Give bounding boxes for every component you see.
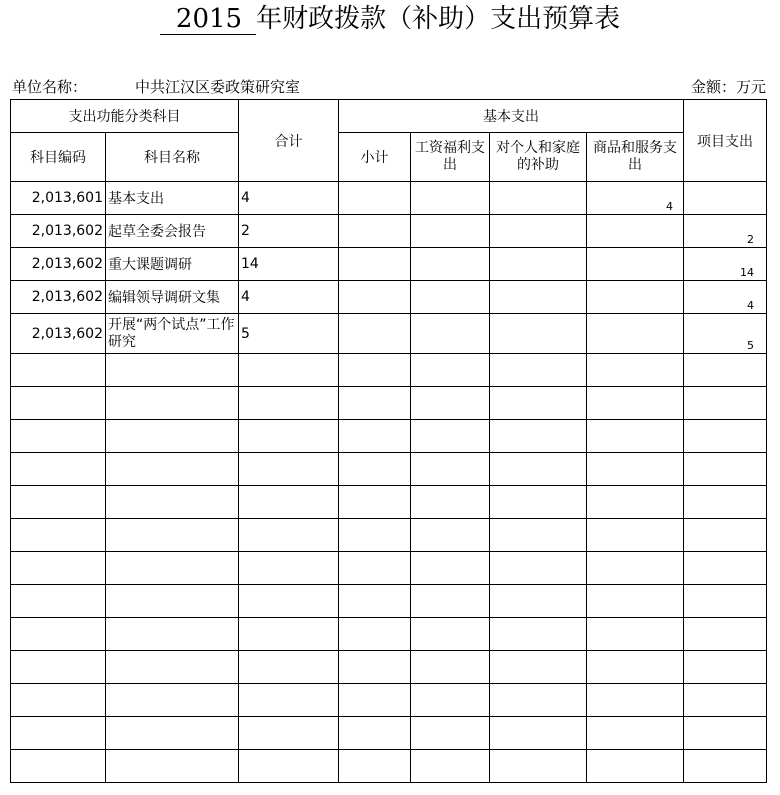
empty-cell <box>411 684 490 717</box>
empty-cell <box>587 552 684 585</box>
empty-cell <box>239 684 339 717</box>
empty-cell <box>239 387 339 420</box>
empty-cell <box>684 420 767 453</box>
cell-wages <box>411 182 490 215</box>
empty-cell <box>106 552 239 585</box>
cell-total: 4 <box>239 182 339 215</box>
cell-personal <box>490 215 587 248</box>
cell-wages <box>411 215 490 248</box>
empty-cell <box>684 651 767 684</box>
empty-cell <box>684 750 767 783</box>
empty-cell <box>587 354 684 387</box>
cell-project <box>684 182 767 215</box>
empty-cell <box>339 519 411 552</box>
cell-personal <box>490 182 587 215</box>
cell-project: 5 <box>684 314 767 354</box>
cell-wages <box>411 314 490 354</box>
empty-cell <box>11 387 106 420</box>
empty-cell <box>587 387 684 420</box>
header-personal: 对个人和家庭的补助 <box>490 133 587 182</box>
table-row <box>11 248 767 281</box>
empty-cell <box>411 651 490 684</box>
empty-cell <box>684 519 767 552</box>
empty-row <box>11 651 767 684</box>
cell-project: 14 <box>684 248 767 281</box>
cell-wages <box>411 248 490 281</box>
empty-cell <box>106 618 239 651</box>
empty-cell <box>106 387 239 420</box>
empty-cell <box>339 420 411 453</box>
empty-cell <box>106 717 239 750</box>
empty-cell <box>11 519 106 552</box>
empty-cell <box>490 486 587 519</box>
cell-personal <box>490 281 587 314</box>
empty-cell <box>239 486 339 519</box>
empty-cell <box>239 453 339 486</box>
empty-cell <box>339 651 411 684</box>
cell-subject-name: 基本支出 <box>106 182 239 215</box>
empty-cell <box>587 519 684 552</box>
empty-cell <box>411 552 490 585</box>
cell-goods: 4 <box>587 182 684 215</box>
cell-total: 14 <box>239 248 339 281</box>
empty-cell <box>239 420 339 453</box>
header-wages: 工资福利支出 <box>411 133 490 182</box>
cell-subject-code: 2,013,602 <box>11 281 106 314</box>
empty-cell <box>411 750 490 783</box>
empty-row <box>11 519 767 552</box>
cell-total: 4 <box>239 281 339 314</box>
empty-cell <box>490 552 587 585</box>
empty-cell <box>339 387 411 420</box>
header-total: 合计 <box>239 100 339 182</box>
cell-goods <box>587 281 684 314</box>
empty-cell <box>490 420 587 453</box>
empty-cell <box>106 486 239 519</box>
table-row <box>11 281 767 314</box>
empty-row <box>11 420 767 453</box>
empty-cell <box>11 651 106 684</box>
empty-cell <box>11 618 106 651</box>
empty-cell <box>684 453 767 486</box>
cell-subject-name: 开展“两个试点”工作研究 <box>106 314 239 354</box>
empty-cell <box>239 750 339 783</box>
cell-goods <box>587 248 684 281</box>
cell-personal <box>490 314 587 354</box>
empty-cell <box>239 717 339 750</box>
cell-subtotal <box>339 248 411 281</box>
empty-cell <box>411 717 490 750</box>
empty-cell <box>11 552 106 585</box>
empty-cell <box>11 354 106 387</box>
budget-table <box>10 99 767 783</box>
header-subtotal: 小计 <box>339 133 411 182</box>
empty-row <box>11 750 767 783</box>
page-title <box>0 4 780 35</box>
cell-subject-code: 2,013,601 <box>11 182 106 215</box>
empty-cell <box>339 717 411 750</box>
empty-cell <box>587 453 684 486</box>
empty-cell <box>587 750 684 783</box>
empty-row <box>11 585 767 618</box>
empty-cell <box>11 585 106 618</box>
empty-cell <box>411 387 490 420</box>
empty-cell <box>106 651 239 684</box>
cell-project: 4 <box>684 281 767 314</box>
cell-goods <box>587 314 684 354</box>
empty-cell <box>490 585 587 618</box>
empty-cell <box>339 354 411 387</box>
empty-cell <box>11 453 106 486</box>
empty-cell <box>490 717 587 750</box>
empty-cell <box>239 618 339 651</box>
cell-subject-name: 重大课题调研 <box>106 248 239 281</box>
empty-cell <box>684 618 767 651</box>
empty-cell <box>587 585 684 618</box>
unit-name: 中共江汉区委政策研究室 <box>135 78 301 96</box>
empty-row <box>11 453 767 486</box>
empty-cell <box>339 585 411 618</box>
empty-cell <box>411 354 490 387</box>
empty-cell <box>684 717 767 750</box>
cell-wages <box>411 281 490 314</box>
empty-cell <box>411 519 490 552</box>
cell-subtotal <box>339 281 411 314</box>
header-basic-expense: 基本支出 <box>339 100 684 133</box>
cell-personal <box>490 248 587 281</box>
empty-row <box>11 684 767 717</box>
title-text: 年财政拨款（补助）支出预算表 <box>256 4 621 34</box>
cell-subject-code: 2,013,602 <box>11 248 106 281</box>
unit-label: 单位名称： <box>12 78 88 96</box>
empty-row <box>11 354 767 387</box>
empty-cell <box>587 651 684 684</box>
empty-cell <box>339 552 411 585</box>
empty-cell <box>11 750 106 783</box>
empty-cell <box>106 519 239 552</box>
cell-subject-name: 起草全委会报告 <box>106 215 239 248</box>
empty-cell <box>587 486 684 519</box>
empty-cell <box>239 519 339 552</box>
empty-cell <box>490 387 587 420</box>
cell-total: 2 <box>239 215 339 248</box>
cell-subject-code: 2,013,602 <box>11 215 106 248</box>
header-project: 项目支出 <box>684 100 767 182</box>
empty-cell <box>684 387 767 420</box>
empty-row <box>11 717 767 750</box>
empty-cell <box>339 453 411 486</box>
header-subject-code: 科目编码 <box>11 133 106 182</box>
cell-subtotal <box>339 314 411 354</box>
cell-subject-name: 编辑领导调研文集 <box>106 281 239 314</box>
empty-row <box>11 387 767 420</box>
empty-cell <box>490 354 587 387</box>
empty-cell <box>684 354 767 387</box>
empty-cell <box>684 486 767 519</box>
header-func-category: 支出功能分类科目 <box>11 100 239 133</box>
empty-cell <box>490 684 587 717</box>
empty-cell <box>490 750 587 783</box>
empty-cell <box>339 684 411 717</box>
empty-cell <box>411 420 490 453</box>
empty-cell <box>11 717 106 750</box>
empty-cell <box>490 618 587 651</box>
header-goods: 商品和服务支出 <box>587 133 684 182</box>
cell-subject-code: 2,013,602 <box>11 314 106 354</box>
cell-total: 5 <box>239 314 339 354</box>
header-subject-name: 科目名称 <box>106 133 239 182</box>
cell-subtotal <box>339 182 411 215</box>
table-row <box>11 215 767 248</box>
empty-cell <box>490 651 587 684</box>
empty-row <box>11 486 767 519</box>
empty-cell <box>339 618 411 651</box>
empty-cell <box>106 585 239 618</box>
empty-cell <box>490 453 587 486</box>
empty-cell <box>106 453 239 486</box>
cell-subtotal <box>339 215 411 248</box>
empty-row <box>11 618 767 651</box>
empty-cell <box>684 684 767 717</box>
amount-unit-label: 金额：万元 <box>690 78 766 96</box>
empty-cell <box>11 684 106 717</box>
empty-cell <box>106 420 239 453</box>
empty-cell <box>490 519 587 552</box>
empty-cell <box>411 618 490 651</box>
empty-cell <box>11 420 106 453</box>
empty-cell <box>339 486 411 519</box>
empty-cell <box>11 486 106 519</box>
empty-cell <box>587 684 684 717</box>
empty-cell <box>106 354 239 387</box>
empty-cell <box>587 420 684 453</box>
empty-cell <box>684 552 767 585</box>
table-row <box>11 314 767 354</box>
empty-cell <box>106 684 239 717</box>
cell-goods <box>587 215 684 248</box>
empty-cell <box>684 585 767 618</box>
empty-cell <box>587 618 684 651</box>
empty-row <box>11 552 767 585</box>
empty-cell <box>411 585 490 618</box>
empty-cell <box>239 552 339 585</box>
empty-cell <box>239 651 339 684</box>
empty-cell <box>339 750 411 783</box>
empty-cell <box>239 585 339 618</box>
empty-cell <box>106 750 239 783</box>
empty-cell <box>587 717 684 750</box>
title-year: 2015 <box>160 4 256 35</box>
empty-cell <box>239 354 339 387</box>
table-row <box>11 182 767 215</box>
empty-cell <box>411 453 490 486</box>
empty-cell <box>411 486 490 519</box>
cell-project: 2 <box>684 215 767 248</box>
